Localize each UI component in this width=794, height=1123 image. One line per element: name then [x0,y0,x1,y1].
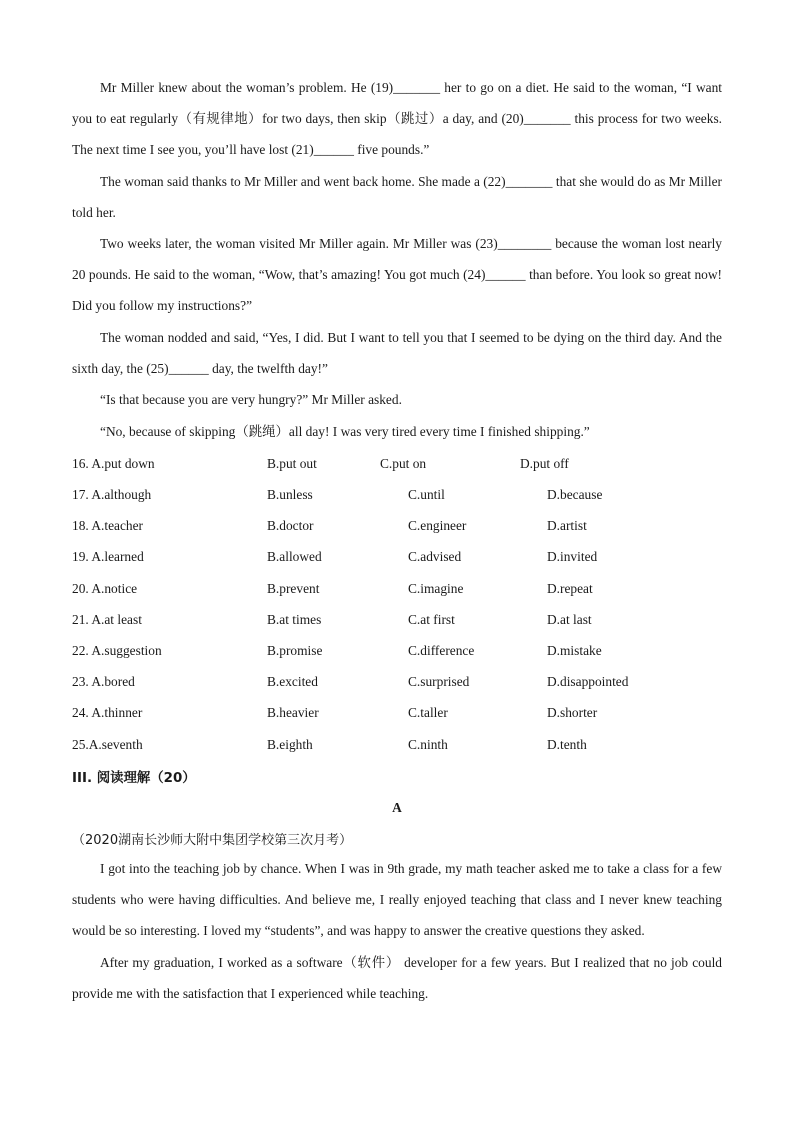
cloze-paragraph-5: “Is that because you are very hungry?” Mr Miller asked. [100,392,402,407]
option-b: B.excited [267,674,318,689]
option-c: C.imagine [408,581,464,596]
option-a: 19. A.learned [72,549,144,564]
option-b: B.prevent [267,581,320,596]
option-a: 20. A.notice [72,581,138,596]
option-b: B.heavier [267,705,319,720]
option-c: C.surprised [408,674,470,689]
option-a: 18. A.teacher [72,518,144,533]
source-note: （2020湖南长沙师大附中集团学校第三次月考） [72,833,353,848]
option-b: B.put out [267,456,317,471]
option-d: D.disappointed [547,674,629,689]
option-a: 24. A.thinner [72,705,143,720]
option-d: D.mistake [547,643,602,658]
option-a: 22. A.suggestion [72,643,162,658]
section-heading: III. 阅读理解（20） [72,771,196,786]
option-d: D.put off [520,456,569,471]
cloze-paragraph-6: “No, because of skipping（跳绳）all day! I was very tired every time I finished shipping.” [100,424,590,439]
option-b: B.promise [267,643,323,658]
option-d: D.invited [547,549,598,564]
option-c: C.difference [408,643,475,658]
option-b: B.doctor [267,518,314,533]
option-c: C.until [408,487,445,502]
option-d: D.tenth [547,737,587,752]
cloze-paragraph-1: Mr Miller knew about the woman’s problem. He (19)_______ her to go on a diet. He said to the woman, “I want you to eat regularly（有规律地）for two days, then skip（跳过）a day, and (20)_______ this process for two weeks. The next time I see you, you’ll have lost (21)______ five pounds.” [72,80,722,158]
option-a: 16. A.put down [72,456,155,471]
option-b: B.allowed [267,549,322,564]
option-a: 25.A.seventh [72,737,143,752]
option-a: 23. A.bored [72,674,135,689]
passage-label: A [392,800,402,815]
option-c: C.put on [380,456,427,471]
option-b: B.eighth [267,737,313,752]
reading-paragraph-2: After my graduation, I worked as a software（软件） developer for a few years. But I realized that no job could provide me with the satisfaction that I experienced while teaching. [72,955,722,1002]
option-d: D.because [547,487,603,502]
option-c: C.ninth [408,737,448,752]
reading-paragraph-1: I got into the teaching job by chance. When I was in 9th grade, my math teacher asked me to take a class for a few students who were having difficulties. And believe me, I really enjoyed teaching that class and I never knew teaching would be so interesting. I loved my “students”, and was happy to answer the creative questions they asked. [72,861,722,939]
cloze-paragraph-2: The woman said thanks to Mr Miller and went back home. She made a (22)_______ that she would do as Mr Miller told her. [72,174,722,221]
option-c: C.engineer [408,518,467,533]
option-c: C.advised [408,549,462,564]
option-d: D.at last [547,612,592,627]
option-b: B.at times [267,612,322,627]
cloze-paragraph-3: Two weeks later, the woman visited Mr Miller again. Mr Miller was (23)________ because the woman lost nearly 20 pounds. He said to the woman, “Wow, that’s amazing! You got much (24)______ than before. You look so great now! Did you follow my instructions?” [72,236,722,314]
option-a: 17. A.although [72,487,152,502]
option-a: 21. A.at least [72,612,142,627]
option-d: D.artist [547,518,587,533]
option-d: D.repeat [547,581,593,596]
cloze-paragraph-4: The woman nodded and said, “Yes, I did. But I want to tell you that I seemed to be dying on the third day. And the sixth day, the (25)______ day, the twelfth day!” [72,330,722,377]
option-d: D.shorter [547,705,598,720]
option-b: B.unless [267,487,313,502]
option-c: C.taller [408,705,448,720]
option-c: C.at first [408,612,455,627]
